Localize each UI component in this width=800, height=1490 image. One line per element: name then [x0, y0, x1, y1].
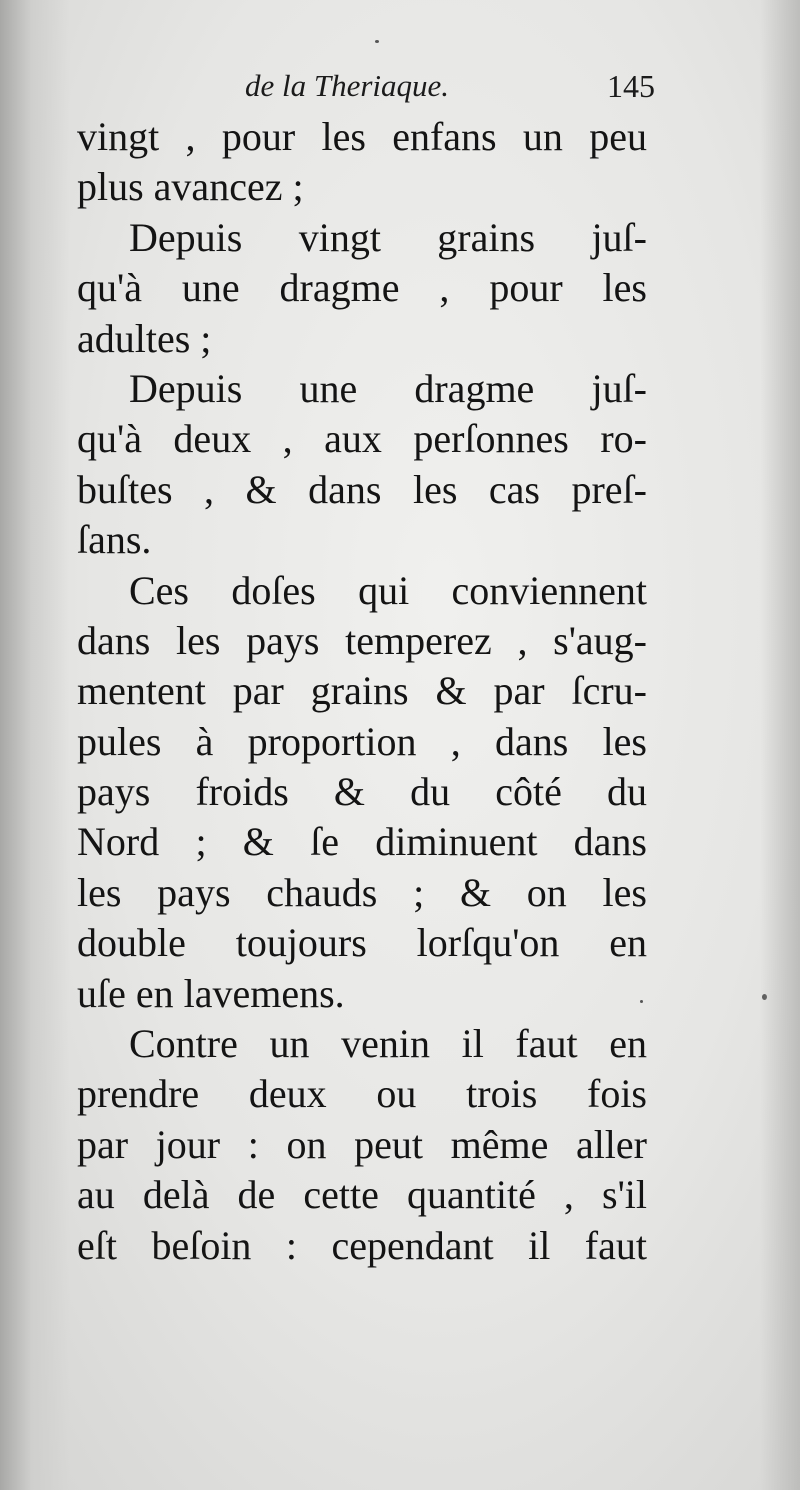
ink-speck	[375, 40, 379, 43]
text-line: adultes ;	[77, 315, 212, 361]
text-line: vingt , pour les enfans un peu	[77, 114, 647, 159]
text-line: pules à proportion , dans les	[77, 718, 647, 764]
text-line: qu'à deux , aux perſonnes ro-	[77, 416, 647, 462]
text-line: pays froids & du côté du	[77, 769, 647, 815]
text-line: prendre deux ou trois fois	[77, 1071, 647, 1117]
text-line: Ces doſes qui conviennent	[129, 567, 647, 613]
text-line: les pays chauds ; & on les	[77, 869, 647, 915]
page-header	[245, 68, 665, 112]
text-line: buſtes , & dans les cas preſ-	[77, 466, 647, 512]
text-line: uſe en lavemens.	[77, 970, 345, 1016]
running-title: de la Theriaque.	[245, 68, 450, 103]
text-line: Depuis une dragme juſ-	[129, 365, 647, 411]
text-line: Depuis vingt grains juſ-	[129, 214, 647, 260]
text-line: qu'à une dragme , pour les	[77, 265, 647, 311]
text-line: au delà de cette quantité , s'il	[77, 1172, 647, 1218]
ink-speck	[640, 1000, 643, 1003]
text-line: ſans.	[77, 517, 152, 563]
text-line: Nord ; & ſe diminuent dans	[77, 819, 647, 865]
text-line: mentent par grains & par ſcru-	[77, 668, 647, 714]
text-line: double toujours lorſqu'on en	[77, 920, 647, 966]
page-number: 145	[607, 68, 655, 104]
text-line: eſt beſoin : cependant il faut	[77, 1222, 647, 1268]
text-line: par jour : on peut même aller	[77, 1121, 647, 1167]
ink-speck	[762, 994, 767, 1000]
body-text	[77, 112, 647, 1271]
text-line: Contre un venin il faut en	[129, 1021, 647, 1067]
text-line: dans les pays temperez , s'aug-	[77, 617, 647, 663]
text-line: plus avancez ;	[77, 164, 304, 210]
